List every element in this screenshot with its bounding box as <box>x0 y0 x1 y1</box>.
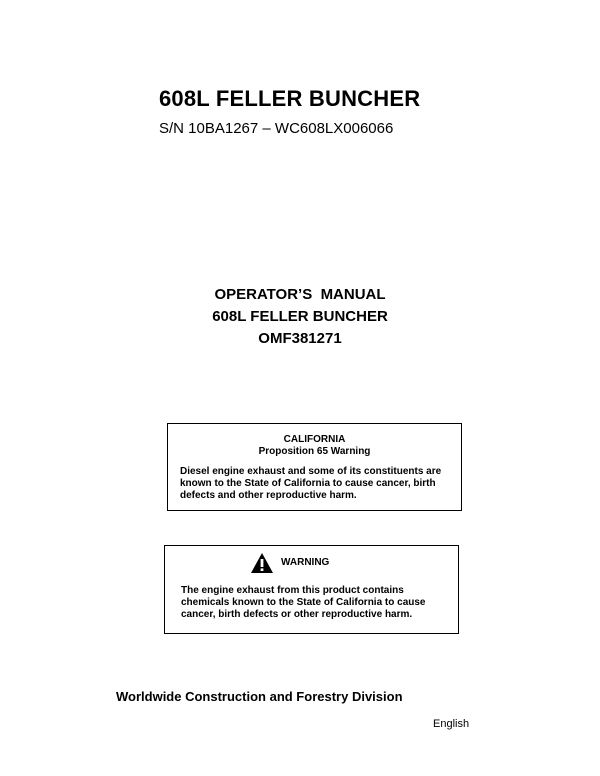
manual-type: OPERATOR’S MANUAL <box>214 286 386 303</box>
manual-part-number: OMF381271 <box>258 330 342 347</box>
document-title: 608L FELLER BUNCHER <box>159 86 421 111</box>
manual-machine: 608L FELLER BUNCHER <box>212 308 388 325</box>
manual-title-block <box>0 284 600 350</box>
warning-triangle-icon <box>251 553 273 573</box>
warning-header <box>251 552 444 574</box>
warning-text: The engine exhaust from this product contains chemicals known to the State of California to cause cancer, birth defects or other reproductive harm. <box>181 585 426 620</box>
california-prop65-notice <box>167 423 462 511</box>
serial-number-range: S/N 10BA1267 – WC608LX006066 <box>159 120 394 137</box>
engine-exhaust-warning <box>164 545 459 634</box>
warning-heading: WARNING <box>281 557 330 568</box>
language-label: English <box>433 718 470 730</box>
prop65-subheading: Proposition 65 Warning <box>258 446 371 457</box>
california-heading: CALIFORNIA <box>283 434 346 445</box>
california-notice-text: Diesel engine exhaust and some of its constituents are known to the State of California to cause cancer, birth defects and other reproductive harm. <box>180 466 442 501</box>
division-name: Worldwide Construction and Forestry Division <box>116 689 403 704</box>
